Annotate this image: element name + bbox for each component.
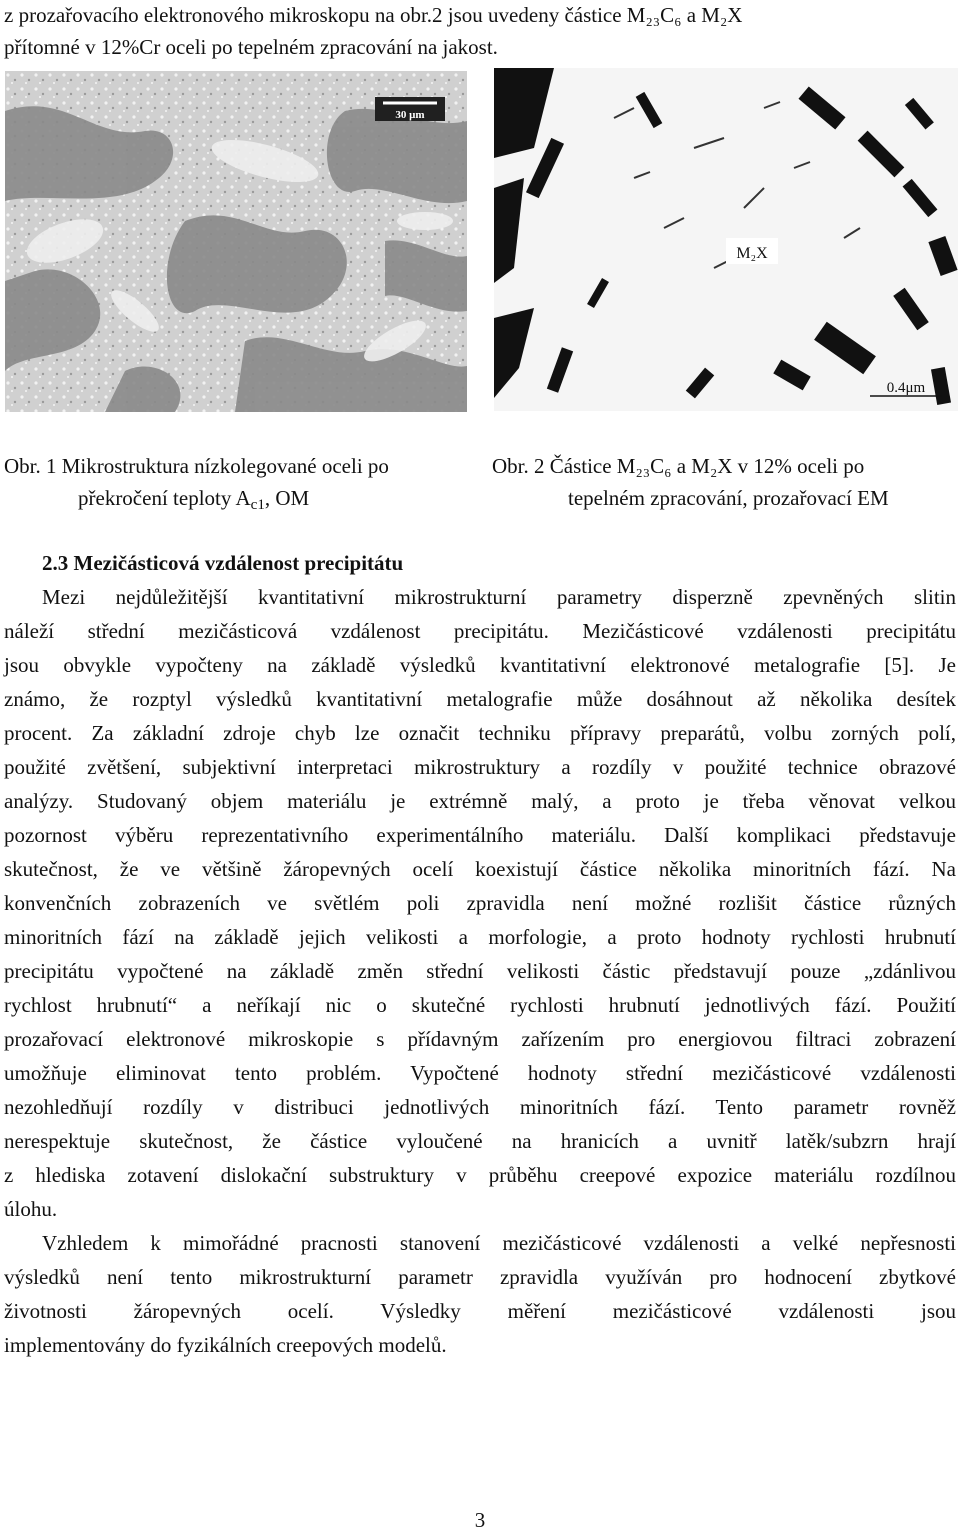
tem-scale-label: 0.4μm <box>886 380 926 396</box>
text-line: životnosti žáropevných ocelí. Výsledky měření mezičásticové vzdálenosti jsou <box>4 1299 956 1323</box>
text-line: výsledků není tento mikrostrukturní parametr zpravidla využíván pro hodnocení zbytkové <box>4 1265 956 1289</box>
text-line: skutečnost, že ve většině žáropevných ocelí koexistují částice několika minoritních fází. Na <box>4 857 956 881</box>
figure-1-micrograph <box>5 71 467 412</box>
text-line: použité zvětšení, subjektivní interpretaci mikrostruktury a rozdíly v použité technice obrazové <box>4 755 956 779</box>
text-line: známo, že rozptyl výsledků kvantitativní metalografie může dosáhnout až několika desítek <box>4 687 956 711</box>
section-heading: 2.3 Mezičásticová vzdálenost precipitátu <box>42 551 404 575</box>
figure-1-caption <box>4 450 472 514</box>
text-line: rychlost hrubnutí“ a neříkají nic o skutečné rychlosti hrubnutí jednotlivých fází. Použití <box>4 993 956 1017</box>
caption-2-line-2: tepelném zpracování, prozařovací EM <box>568 486 889 510</box>
section-2-3 <box>4 546 956 1362</box>
text-line: Mezi nejdůležitější kvantitativní mikrostrukturní parametry disperzně zpevněných slitin <box>42 585 956 609</box>
paragraph-1 <box>4 580 956 1226</box>
text-line: analýzy. Studovaný objem materiálu je extrémně malý, a proto je třeba věnovat velkou <box>4 789 956 813</box>
scale-label: 30 μm <box>395 109 425 121</box>
text-line: umožňuje eliminovat tento problém. Vypočtené hodnoty střední mezičásticové vzdálenosti <box>4 1061 956 1085</box>
text-line: precipitátu vypočtené na základě změn střední velikosti částic představují pouze „zdánlivou <box>4 959 956 983</box>
text-line: z hlediska zotavení dislokační substruktury v průběhu creepové expozice materiálu rozdílnou <box>4 1163 956 1187</box>
intro-line-2: přítomné v 12%Cr oceli po tepelném zpracování na jakost. <box>4 35 498 59</box>
caption-1-line-1: Obr. 1 Mikrostruktura nízkolegované oceli po <box>4 454 389 478</box>
paragraph-2 <box>4 1226 956 1362</box>
caption-2-line-1: Obr. 2 Částice M₂₃C₆ a M₂X v 12% oceli po <box>492 454 865 478</box>
text-line: prozařovací elektronové mikroskopie s přídavným zařízením pro energiovou filtraci zobrazení <box>4 1027 956 1051</box>
text-line: konvenčních zobrazeních ve světlém poli zpravidla není možné rozlišit částice různých <box>4 891 956 915</box>
text-line: implementovány do fyzikálních creepových modelů. <box>4 1333 447 1357</box>
text-line: jsou obvykle vypočteny na základě výsledků kvantitativní elektronové metalografie [5]. Je <box>4 653 956 677</box>
phase-label: M₂X <box>736 245 768 262</box>
caption-1-line-2-text: překročení teploty A <box>78 486 251 510</box>
text-line: pozornost výběru reprezentativního experimentálního materiálu. Další komplikaci představuje <box>4 823 956 847</box>
text-line: procent. Za základní zdroje chyb lze označit techniku přípravy preparátů, volbu zorných polí, <box>4 721 956 745</box>
micrograph-om-image <box>5 71 467 412</box>
text-line: náleží střední mezičásticová vzdálenost precipitátu. Mezičásticové vzdálenosti precipitátu <box>4 619 956 643</box>
page-number: 3 <box>474 1508 486 1532</box>
figure-2-micrograph <box>494 68 958 411</box>
intro-line-1: z prozařovacího elektronového mikroskopu na obr.2 jsou uvedeny částice M₂₃C₆ a M₂X <box>4 3 743 27</box>
text-line: minoritních fází na základě jejich velikosti a morfologie, a proto hodnoty rychlosti hrubnutí <box>4 925 956 949</box>
text-line: nerespektuje skutečnost, že částice vyloučené na hranicích a uvnitř latěk/subzrn hrají <box>4 1129 956 1153</box>
caption-1-line-2-end: , OM <box>264 486 310 510</box>
text-line: úlohu. <box>4 1197 58 1221</box>
text-line: nezohledňují rozdíly v distribuci jednotlivých minoritních fází. Tento parametr rovněž <box>4 1095 956 1119</box>
caption-1-line-2 <box>4 482 472 514</box>
figure-2-caption <box>492 450 956 514</box>
micrograph-tem-image <box>494 68 958 411</box>
text-line: Vzhledem k mimořádné pracnosti stanovení mezičásticové vzdálenosti a velké nepřesnosti <box>42 1231 956 1255</box>
caption-1-subscript: c1 <box>250 496 265 513</box>
intro-text <box>4 0 956 63</box>
